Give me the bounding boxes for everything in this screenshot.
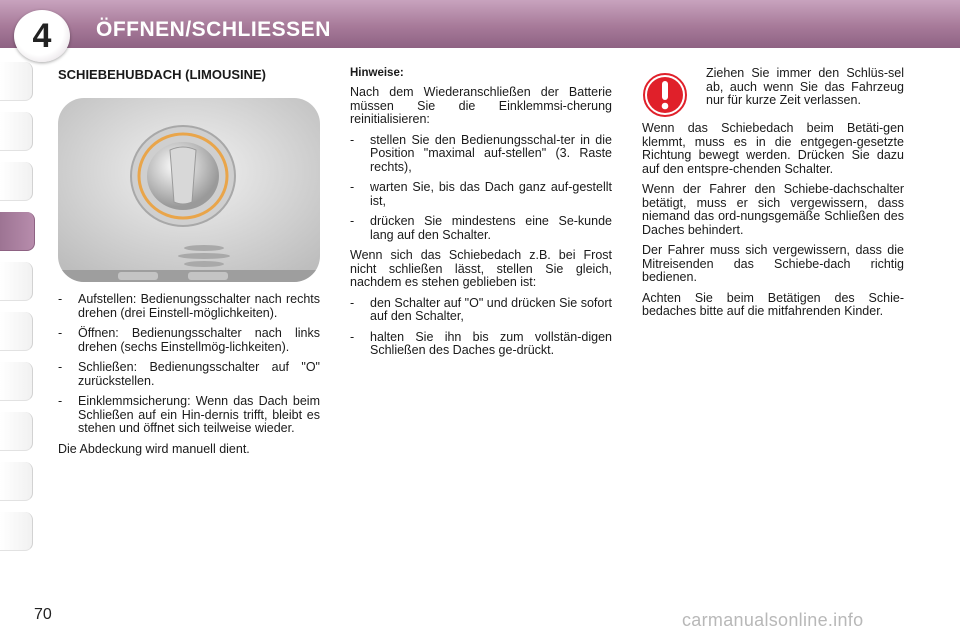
frost-paragraph: Wenn sich das Schiebedach z.B. bei Frost nicht schließen lässt, stellen Sie gleich, nachdem es stehen geblieben ist: (350, 248, 612, 289)
warning-box (642, 67, 904, 118)
list-dash: - (350, 132, 355, 147)
page-number: 70 (34, 606, 52, 623)
section-title: SCHIEBEHUBDACH (LIMOUSINE) (58, 67, 266, 82)
chapter-tab-8[interactable] (0, 412, 33, 451)
column-warnings (642, 67, 904, 326)
list-item-text: warten Sie, bis das Dach ganz auf-gestellt ist, (370, 180, 612, 208)
list-item-text: Schließen: Bedienungsschalter auf "O" zurückstellen. (78, 360, 320, 388)
page-title: ÖFFNEN/SCHLIESSEN (96, 18, 331, 41)
paragraph: Wenn das Schiebedach beim Betäti-gen klemmt, muss es in die entgegen-gesetzte Richtung bewegt werden. Drücken Sie dazu auf den entspre-chenden Schalter. (642, 121, 904, 176)
list-dash: - (350, 295, 355, 310)
list-item-text: den Schalter auf "O" und drücken Sie sofort auf den Schalter, (370, 295, 612, 323)
chapter-tab-9[interactable] (0, 462, 33, 501)
list-dash: - (350, 214, 355, 228)
cover-note: Die Abdeckung wird manuell dient. (58, 441, 250, 456)
list-item (350, 215, 612, 242)
list-item-text: Einklemmsicherung: Wenn das Dach beim Schließen auf ein Hin-dernis trifft, bleibt es stehen und öffnet sich teilweise wieder. (78, 394, 320, 435)
chapter-tab-6[interactable] (0, 312, 33, 351)
paragraph: Der Fahrer muss sich vergewissern, dass die Mitreisenden das Schiebe-dach richtig bedienen. (642, 243, 904, 284)
list-item (350, 331, 612, 358)
chapter-tab-2[interactable] (0, 112, 33, 151)
list-item-text: drücken Sie mindestens eine Se-kunde lang auf den Schalter. (370, 214, 612, 242)
list-item (58, 361, 320, 388)
watermark: carmanualsonline.info (682, 610, 864, 630)
list-item-text: halten Sie ihn bis zum vollstän-digen Schließen des Daches ge-drückt. (370, 329, 612, 357)
exclamation-warning-icon (642, 72, 688, 118)
list-dash: - (350, 329, 355, 344)
list-dash: - (58, 394, 63, 408)
chapter-number-badge: 4 (14, 10, 70, 62)
list-item (350, 297, 612, 324)
list-item-text: stellen Sie den Bedienungsschal-ter in die Position "maximal auf-stellen" (3. Raste rechts), (370, 132, 612, 174)
list-dash: - (58, 360, 63, 374)
list-item (58, 395, 320, 436)
warning-text: Ziehen Sie immer den Schlüs-sel ab, auch wenn Sie das Fahrzeug nur für kurze Zeit verlassen. (706, 66, 904, 107)
chapter-tabs (0, 62, 34, 576)
column-notes (350, 67, 612, 365)
chapter-tab-5[interactable] (0, 262, 33, 301)
paragraph: Achten Sie beim Betätigen des Schie-bedaches bitte auf die mitfahrenden Kinder. (642, 290, 904, 318)
paragraph: Wenn der Fahrer den Schiebe-dachschalter betätigt, muss er sich vergewissern, dass niemand das ord-nungsgemäße Schließen des Daches behindert. (642, 182, 904, 237)
chapter-tab-10[interactable] (0, 512, 33, 551)
chapter-tab-1[interactable] (0, 62, 33, 101)
list-item (350, 134, 612, 175)
list-item-text: Öffnen: Bedienungsschalter nach links drehen (sechs Einstellmög-lichkeiten). (78, 326, 320, 354)
list-item-text: Aufstellen: Bedienungsschalter nach rechts drehen (drei Einstell-möglichkeiten). (78, 292, 320, 320)
notes-heading: Hinweise: (350, 67, 404, 79)
list-dash: - (58, 292, 63, 306)
notes-intro: Nach dem Wiederanschließen der Batterie müssen Sie die Einklemmsi-cherung reinitialisieren: (350, 85, 612, 126)
chapter-tab-7[interactable] (0, 362, 33, 401)
column-sunroof (58, 67, 320, 463)
chapter-tab-3[interactable] (0, 162, 33, 201)
list-item (350, 181, 612, 208)
chapter-tab-4-active[interactable] (0, 212, 35, 251)
sunroof-rotary-switch-photo (58, 98, 320, 282)
list-item (58, 327, 320, 354)
list-item (58, 293, 320, 320)
list-dash: - (58, 326, 63, 340)
list-dash: - (350, 180, 355, 194)
